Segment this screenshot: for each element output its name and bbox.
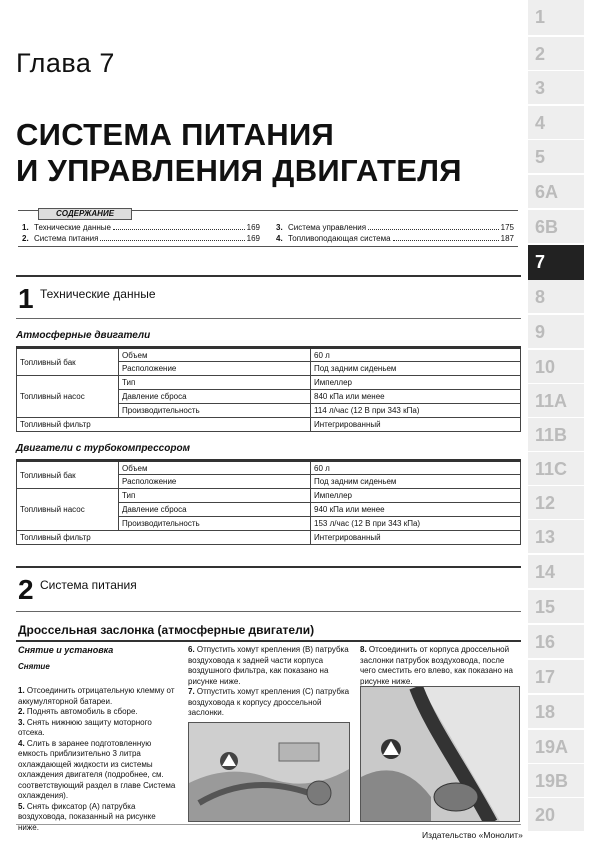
table-row <box>17 489 521 503</box>
chapter-tab-3[interactable]: 3 <box>528 71 584 105</box>
toc-item-number: 3. <box>276 223 283 232</box>
table-cell: 114 л/час (12 В при 343 кПа) <box>311 404 521 418</box>
step <box>18 718 178 739</box>
chapter-tab-16[interactable]: 16 <box>528 625 584 659</box>
step-text: Отпустить хомут крепления (B) патрубка воздуховода к задней части корпуса воздушного фильтра, как показано на рисунке ниже. <box>188 645 349 686</box>
turbo-spec-table <box>16 459 521 545</box>
table-cell: Тип <box>119 489 311 503</box>
table-cell: 60 л <box>311 461 521 475</box>
table-cell: Под задним сиденьем <box>311 362 521 376</box>
section-number: 1 <box>18 283 34 314</box>
toc-header: СОДЕРЖАНИЕ <box>38 208 132 220</box>
toc-item[interactable] <box>22 223 260 232</box>
table-row <box>17 461 521 475</box>
chapter-tab-8[interactable]: 8 <box>528 280 584 314</box>
table-cell: Расположение <box>119 362 311 376</box>
chapter-tab-13[interactable]: 13 <box>528 520 584 554</box>
toc-item-title: Топливоподающая система <box>288 234 391 243</box>
toc-item-page: 169 <box>246 234 260 243</box>
removal-heading: Снятие <box>18 661 50 671</box>
table-cell: Под задним сиденьем <box>311 475 521 489</box>
toc-item[interactable] <box>22 234 260 243</box>
section-divider <box>16 275 521 277</box>
chapter-title <box>16 117 516 189</box>
chapter-tab-14[interactable]: 14 <box>528 555 584 589</box>
toc-item-number: 1. <box>22 223 29 232</box>
footer-divider <box>16 824 521 825</box>
toc-leader <box>100 234 244 241</box>
text-column-3 <box>360 645 520 687</box>
step <box>360 645 520 687</box>
table-cell: Топливный бак <box>17 348 119 376</box>
chapter-tab-11b[interactable]: 11B <box>528 418 584 452</box>
table-cell: Топливный фильтр <box>17 531 311 545</box>
step <box>18 739 178 802</box>
step-number: 7. <box>188 687 195 696</box>
table-cell: Объем <box>119 348 311 362</box>
toc-leader <box>368 223 499 230</box>
step-text: Поднять автомобиль в сборе. <box>26 707 138 716</box>
toc-item-title: Технические данные <box>34 223 112 232</box>
table-cell: Импеллер <box>311 376 521 390</box>
toc-item[interactable] <box>276 223 514 232</box>
chapter-tab-19b[interactable]: 19B <box>528 764 584 798</box>
engine-photo-1-drawing <box>189 723 350 822</box>
chapter-tab-11c[interactable]: 11C <box>528 452 584 486</box>
engine-photo-2 <box>360 686 520 822</box>
atmo-heading: Атмосферные двигатели <box>16 330 151 341</box>
section-number: 2 <box>18 574 34 605</box>
table-cell: Тип <box>119 376 311 390</box>
chapter-tab-19a[interactable]: 19A <box>528 730 584 764</box>
step-text: Отпустить хомут крепления (C) патрубка воздуховода к корпусу дроссельной заслонки. <box>188 687 350 717</box>
table-cell: 840 кПа или менее <box>311 390 521 404</box>
table-cell: Производительность <box>119 404 311 418</box>
chapter-tab-10[interactable]: 10 <box>528 350 584 384</box>
chapter-tab-15[interactable]: 15 <box>528 590 584 624</box>
step-text: Отсоединить отрицательную клемму от аккумуляторной батареи. <box>18 686 175 706</box>
chapter-tab-6b[interactable]: 6B <box>528 210 584 244</box>
toc-item-title: Система питания <box>34 234 99 243</box>
table-cell: Топливный насос <box>17 489 119 531</box>
table-row <box>17 531 521 545</box>
step-number: 1. <box>18 686 25 695</box>
text-column-1 <box>18 645 178 833</box>
engine-photo-1 <box>188 722 350 822</box>
turbo-heading: Двигатели с турбокомпрессором <box>16 443 190 454</box>
toc-item[interactable] <box>276 234 514 243</box>
toc-item-page: 175 <box>500 223 514 232</box>
subsection-heading: Снятие и установка <box>18 645 114 655</box>
throttle-title: Дроссельная заслонка (атмосферные двигатели) <box>18 623 315 637</box>
divider <box>16 318 521 319</box>
chapter-tab-4[interactable]: 4 <box>528 106 584 140</box>
step <box>188 645 350 687</box>
atmo-spec-table <box>16 346 521 432</box>
chapter-label: Глава 7 <box>16 48 115 78</box>
table-cell: Топливный бак <box>17 461 119 489</box>
step <box>18 802 178 834</box>
table-cell: Топливный насос <box>17 376 119 418</box>
toc-item-number: 2. <box>22 234 29 243</box>
step <box>18 686 178 707</box>
toc-item-number: 4. <box>276 234 283 243</box>
chapter-tab-7[interactable]: 7 <box>528 245 584 281</box>
chapter-tab-20[interactable]: 20 <box>528 798 584 832</box>
chapter-tab-17[interactable]: 17 <box>528 660 584 694</box>
chapter-tab-5[interactable]: 5 <box>528 140 584 174</box>
chapter-title-line1: СИСТЕМА ПИТАНИЯ <box>16 117 335 152</box>
section-title: Система питания <box>40 578 137 592</box>
table-of-contents <box>18 210 518 247</box>
table-cell: Интегрированный <box>311 418 521 432</box>
table-row <box>17 348 521 362</box>
divider <box>16 640 521 642</box>
chapter-tab-2[interactable]: 2 <box>528 37 584 71</box>
chapter-tab-11a[interactable]: 11A <box>528 384 584 418</box>
table-cell: 153 л/час (12 В при 343 кПа) <box>311 517 521 531</box>
step <box>188 687 350 719</box>
section-title: Технические данные <box>40 287 156 301</box>
step-number: 8. <box>360 645 367 654</box>
chapter-tab-9[interactable]: 9 <box>528 315 584 349</box>
table-cell: Импеллер <box>311 489 521 503</box>
divider <box>16 611 521 612</box>
step-text: Снять фиксатор (A) патрубка воздуховода, показанный на рисунке ниже. <box>18 801 156 832</box>
table-cell: Расположение <box>119 475 311 489</box>
table-row <box>17 376 521 390</box>
engine-photo-2-drawing <box>361 687 520 822</box>
chapter-tab-18[interactable]: 18 <box>528 695 584 729</box>
table-cell: Давление сброса <box>119 503 311 517</box>
table-cell: Производительность <box>119 517 311 531</box>
chapter-title-line2: И УПРАВЛЕНИЯ ДВИГАТЕЛЯ <box>16 153 462 188</box>
step-number: 6. <box>188 645 195 654</box>
chapter-tab-12[interactable]: 12 <box>528 486 584 520</box>
table-cell: Объем <box>119 461 311 475</box>
toc-item-page: 187 <box>500 234 514 243</box>
table-cell: Интегрированный <box>311 531 521 545</box>
toc-leader <box>393 234 499 241</box>
toc-leader <box>113 223 245 230</box>
toc-item-page: 169 <box>246 223 260 232</box>
section-divider <box>16 566 521 568</box>
step <box>18 707 178 718</box>
text-column-2 <box>188 645 350 719</box>
step-number: 4. <box>18 738 25 748</box>
table-cell: 60 л <box>311 348 521 362</box>
step-number: 2. <box>18 707 25 716</box>
step-number: 5. <box>18 801 25 811</box>
step-number: 3. <box>18 717 25 727</box>
step-text: Слить в заранее подготовленную емкость приблизительно 3 литра охлаждающей жидкости из системы охлаждения двигателя (подробнее, см. соответствующий раздел в главе Система охлаждения). <box>18 738 176 800</box>
table-cell: Топливный фильтр <box>17 418 311 432</box>
table-cell: Давление сброса <box>119 390 311 404</box>
toc-item-title: Система управления <box>288 223 367 232</box>
step-text: Отсоединить от корпуса дроссельной заслонки патрубок воздуховода, после чего сместить его влево, как показано на рисунке ниже. <box>360 645 514 686</box>
chapter-tab-1[interactable]: 1 <box>528 0 584 36</box>
table-cell: 940 кПа или менее <box>311 503 521 517</box>
chapter-tab-6a[interactable]: 6A <box>528 175 584 209</box>
publisher: Издательство «Монолит» <box>422 830 523 840</box>
step-text: Снять нижнюю защиту моторного отсека. <box>18 717 152 737</box>
table-row <box>17 418 521 432</box>
